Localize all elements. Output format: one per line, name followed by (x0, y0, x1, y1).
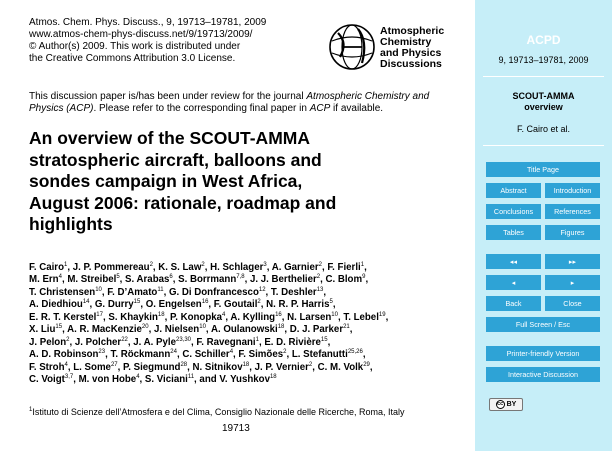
author-name: , C. Schiller (176, 349, 230, 361)
full-screen-button[interactable]: Full Screen / Esc (486, 317, 600, 332)
author-name: , (332, 299, 336, 311)
author-name: , G. Durry (89, 299, 134, 311)
egu-globe-icon (328, 23, 376, 71)
affiliation-marker: 23,30 (175, 336, 191, 343)
affiliation-marker: 24 (170, 349, 177, 356)
affiliation-marker: 4 (222, 311, 226, 318)
author-name: , J. Polcher (69, 336, 122, 348)
affiliation-marker: 22 (121, 336, 128, 343)
affiliation-marker: 1 (360, 262, 365, 268)
affiliation-marker: 2 (149, 262, 153, 268)
author-name: , (369, 361, 373, 373)
author-name: T. Christensen (29, 286, 96, 298)
author-name: , (364, 262, 367, 273)
author-name: , P. Siegmund (117, 361, 181, 373)
interactive-discussion-button[interactable]: Interactive Discussion (486, 367, 600, 382)
author-name: , H. Schlager (204, 262, 264, 273)
cc-by-label: BY (506, 401, 517, 408)
author-name: , J. Nielsen (148, 324, 200, 336)
author-name: , F. D’Amato (101, 286, 158, 298)
author-line (29, 312, 469, 324)
sidebar-journal-name: ACPD (526, 33, 561, 47)
affiliation-marker: 29 (363, 361, 370, 368)
notice-text-3: if available. (330, 103, 384, 114)
author-name: , O. Engelsen (140, 299, 202, 311)
author-name: , J. P. Pommereau (67, 262, 150, 273)
affiliation-number: 1 (29, 407, 33, 413)
affiliation-marker: 5 (116, 274, 120, 281)
sidebar-authors: F. Cairo et al. (516, 124, 571, 134)
title-line: highlights (29, 214, 113, 234)
affiliation-marker: 5 (329, 299, 333, 306)
author-list (29, 262, 469, 387)
affiliation-marker: 4 (229, 349, 234, 356)
author-name: , (349, 324, 353, 336)
author-name: , A. Kylling (225, 311, 276, 323)
affiliation-marker: 13 (316, 286, 324, 293)
copyright-line: © Author(s) 2009. This work is distributed under (29, 41, 241, 52)
author-line (29, 362, 469, 374)
author-name: , S. Borrmann (172, 274, 237, 286)
author-name: , S. Khaykin (102, 311, 158, 323)
author-name: , C. M. Volk (312, 361, 364, 373)
figures-button[interactable]: Figures (545, 225, 600, 240)
affiliation-marker: 2 (66, 336, 70, 343)
author-name: , F. Fierli (321, 262, 361, 273)
affiliation-marker: 17 (96, 311, 103, 318)
logo-line-2: Chemistry (380, 36, 432, 48)
abstract-button[interactable]: Abstract (486, 183, 541, 198)
affiliation-marker: 21 (343, 324, 350, 331)
author-name: , (327, 336, 331, 348)
affiliation-marker: 9 (362, 274, 366, 281)
affiliation-marker: 4 (58, 274, 62, 281)
conclusions-button[interactable]: Conclusions (486, 204, 541, 219)
sidebar-short-title: SCOUT-AMMA (512, 91, 575, 101)
affiliation-marker: 15 (55, 324, 63, 331)
author-name: E. R. T. Kerstel (29, 311, 97, 323)
title-line: August 2006: rationale, roadmap and (29, 192, 337, 213)
author-name: , T. Lebel (337, 311, 379, 323)
author-name: , C. Blom (320, 274, 363, 286)
author-line (29, 287, 469, 299)
next-page-button[interactable]: ▸ (545, 275, 600, 290)
author-name: , F. Goutail (208, 299, 258, 311)
author-name: , A. R. MacKenzie (62, 324, 142, 336)
author-name: J. Pelon (29, 336, 67, 348)
notice-acp: ACP (309, 103, 331, 114)
author-name: C. Voigt (29, 374, 65, 386)
title-page-button[interactable]: Title Page (486, 162, 600, 177)
author-name: , and V. Yushkov (194, 374, 270, 386)
title-line: sondes campaign in West Africa, (29, 171, 303, 191)
affiliation-marker: 7,8 (236, 274, 245, 281)
affiliation-marker: 10 (95, 286, 102, 293)
sidebar-divider (483, 76, 604, 77)
author-name: , D. J. Parker (284, 324, 344, 336)
author-name: , M. von Hobe (73, 374, 137, 386)
affiliation-marker: 2 (283, 349, 287, 356)
author-name: , (385, 311, 389, 323)
introduction-button[interactable]: Introduction (545, 183, 600, 198)
author-name: , L. Some (67, 361, 111, 373)
affiliation-marker: 15 (133, 299, 141, 306)
journal-citation: Atmos. Chem. Phys. Discuss., 9, 19713–19781, 2009 (29, 17, 267, 28)
printer-friendly-button[interactable]: Printer-friendly Version (486, 346, 600, 361)
author-line (29, 324, 469, 336)
references-button[interactable]: References (545, 204, 600, 219)
author-name: , E. D. Rivière (258, 336, 321, 348)
license-line: the Creative Commons Attribution 3.0 License. (29, 53, 236, 64)
author-name: , J. P. Vernier (249, 361, 309, 373)
affiliation-marker: 6 (169, 274, 173, 281)
author-name: A. Diedhiou (29, 299, 83, 311)
sidebar-divider (483, 145, 604, 146)
affiliation-marker: 2 (308, 361, 313, 368)
affiliation-marker: 2 (257, 299, 261, 306)
author-name: , J. J. Berthelier (244, 274, 317, 286)
affiliation-marker: 10 (331, 311, 338, 318)
author-name: , (362, 349, 366, 361)
author-name: , F. Ravegnani (191, 336, 256, 348)
author-name: , M. Streibel (61, 274, 117, 286)
affiliation-marker: 15 (320, 336, 328, 343)
author-name: , L. Stefanutti (286, 349, 348, 361)
logo-line-3: and Physics (380, 47, 442, 59)
previous-page-button[interactable]: ◂ (486, 275, 541, 290)
author-name: , N. Larsen (281, 311, 332, 323)
affiliation-marker: 16 (275, 311, 282, 318)
affiliation-marker: 1 (255, 336, 259, 343)
author-name: , S. Viciani (139, 374, 188, 386)
affiliation-marker: 18 (269, 374, 277, 381)
author-name: , A. Oulanowski (205, 324, 278, 336)
author-name: , J. A. Pyle (127, 336, 176, 348)
affiliation-marker: 3,7 (64, 374, 74, 381)
affiliation-marker: 18 (242, 361, 250, 368)
author-name: , A. Garnier (266, 262, 319, 273)
affiliation-marker: 16 (201, 299, 209, 306)
author-name: , T. Deshler (265, 286, 317, 298)
author-name: X. Liu (29, 324, 56, 336)
affiliation-marker: 3 (263, 262, 267, 268)
affiliation-marker: 23 (98, 349, 106, 356)
affiliation-marker: 19 (378, 311, 386, 318)
affiliation-marker: 14 (82, 299, 90, 306)
affiliation-marker: 10 (199, 324, 206, 331)
affiliation-marker: 4 (136, 374, 140, 381)
author-name: F. Cairo (29, 262, 64, 273)
affiliation-marker: 18 (277, 324, 285, 331)
cc-icon: cc (497, 401, 504, 407)
author-line (29, 349, 469, 361)
title-line: stratospheric aircraft, balloons and (29, 149, 322, 170)
notice-text-2: . Please refer to the corresponding final paper in (93, 103, 310, 114)
author-name: , N. Sitnikov (187, 361, 243, 373)
affiliation-marker: 18 (157, 311, 165, 318)
logo-line-4: Discussions (380, 58, 442, 70)
author-name: , P. Konopka (164, 311, 223, 323)
logo-line-1: Atmospheric (380, 25, 445, 37)
affiliation-marker: 12 (258, 286, 266, 293)
title-line: An overview of the SCOUT-AMMA (29, 128, 310, 148)
creative-commons-badge[interactable] (489, 398, 523, 411)
affiliation-marker: 2 (201, 262, 205, 268)
author-name: , K. S. Law (152, 262, 202, 273)
author-line (29, 274, 469, 286)
author-name: M. Ern (29, 274, 59, 286)
author-name: , F. Simões (233, 349, 284, 361)
back-button[interactable]: Back (486, 296, 541, 311)
affiliation-marker: 25,26 (347, 349, 363, 356)
paper-title (29, 128, 469, 236)
affiliation-marker: 11 (187, 374, 195, 381)
author-name: , (365, 274, 369, 286)
author-name: F. Stroh (29, 361, 65, 373)
author-line (29, 299, 469, 311)
affiliation-marker: 2 (318, 262, 322, 268)
affiliation-marker: 20 (141, 324, 149, 331)
paper-url[interactable]: www.atmos-chem-phys-discuss.net/9/19713/2009/ (29, 29, 253, 40)
tables-button[interactable]: Tables (486, 225, 541, 240)
affiliation-marker: 4 (64, 361, 68, 368)
sidebar-reference: 9, 19713–19781, 2009 (498, 55, 589, 65)
sidebar-short-title-2: overview (524, 102, 563, 112)
author-name: , G. Di Donfrancesco (163, 286, 259, 298)
author-line (29, 337, 469, 349)
affiliation-text: Istituto di Scienze dell’Atmosfera e del Clima, Consiglio Nazionale delle Ricerche, Roma, Italy (32, 407, 405, 417)
notice-text-1: This discussion paper is/has been under review for the journal (29, 91, 307, 102)
author-line (29, 374, 469, 386)
author-name: , N. R. P. Harris (260, 299, 330, 311)
affiliation (29, 407, 405, 418)
notice-journal: Atmospheric Chemistry and Physics (ACP) (29, 91, 430, 114)
affiliation-marker: 2 (316, 274, 321, 281)
author-name: , S. Arabas (119, 274, 170, 286)
last-page-button[interactable]: ▸▸ (545, 254, 600, 269)
affiliation-marker: 28 (180, 361, 188, 368)
page-number: 19713 (222, 423, 250, 434)
affiliation-marker: 1 (64, 262, 68, 268)
author-name: A. D. Robinson (29, 349, 99, 361)
affiliation-marker: 27 (110, 361, 118, 368)
review-notice (29, 91, 459, 115)
close-button[interactable]: Close (545, 296, 600, 311)
affiliation-marker: 11 (157, 286, 164, 293)
author-line (29, 262, 469, 274)
author-name: , T. Röckmann (105, 349, 171, 361)
first-page-button[interactable]: ◂◂ (486, 254, 541, 269)
author-name: , (323, 286, 327, 298)
